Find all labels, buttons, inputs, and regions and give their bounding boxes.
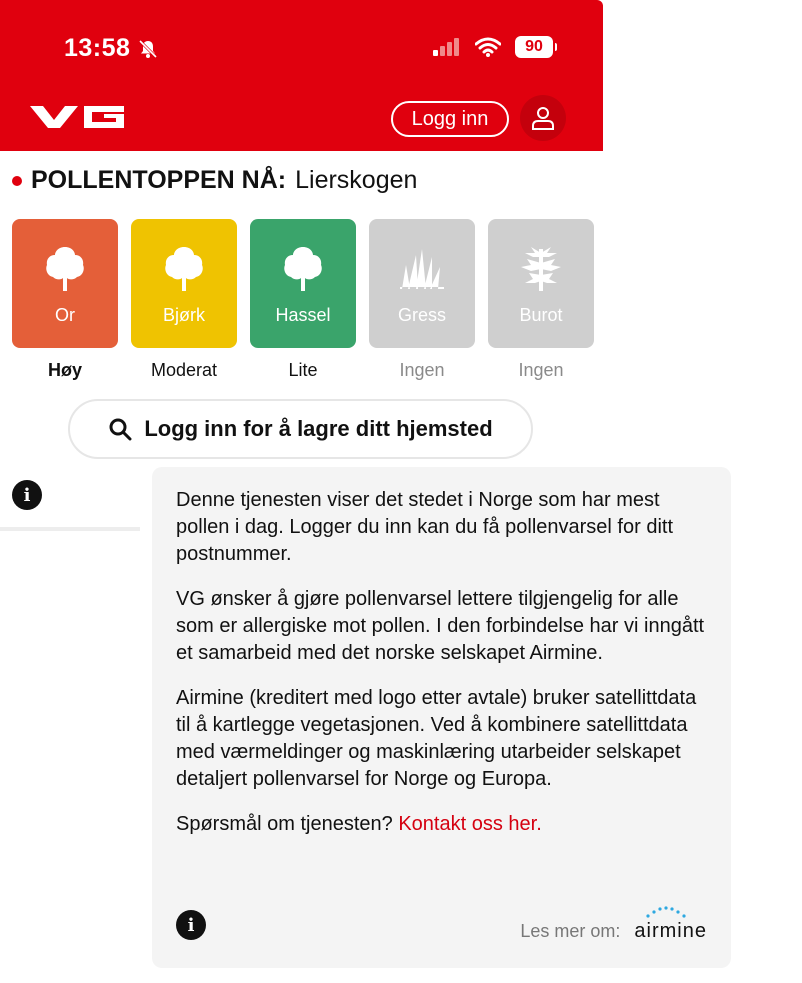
pollen-tile[interactable] bbox=[131, 219, 237, 348]
airmine-logo[interactable] bbox=[634, 918, 707, 945]
info-paragraph-1: Denne tjenesten viser det stedet i Norge som har mest pollen i dag. Logger du inn kan du få pollenvarsel for ditt postnummer. bbox=[176, 489, 674, 565]
info-paragraph-2: VG ønsker å gjøre pollenvarsel lettere tilgjengelig for alle som er allergiske mot pollen. I den forbindelse har vi inngått et samarbeid med det norske selskapet Airmine. bbox=[176, 588, 705, 664]
vg-logo[interactable] bbox=[30, 106, 124, 133]
pollen-level: Lite bbox=[288, 360, 318, 380]
pollen-card-burot[interactable] bbox=[488, 219, 594, 381]
pollen-level: Høy bbox=[47, 360, 82, 380]
pollen-card-or[interactable] bbox=[12, 219, 118, 381]
pollen-card-gress[interactable] bbox=[369, 219, 475, 381]
wifi-icon bbox=[475, 37, 501, 57]
user-profile-button[interactable] bbox=[520, 95, 566, 141]
login-button[interactable]: Logg inn bbox=[391, 101, 509, 137]
status-indicators bbox=[433, 36, 553, 58]
pollen-location: Lierskogen bbox=[295, 166, 418, 194]
mute-bell-icon bbox=[138, 39, 158, 59]
les-mer-label: Les mer om: bbox=[520, 921, 621, 941]
pollen-title: POLLENTOPPEN NÅ: bbox=[31, 166, 287, 194]
pollen-name: Burot bbox=[519, 305, 563, 325]
pollen-cards bbox=[12, 219, 594, 381]
pollen-heading bbox=[12, 166, 417, 195]
signal-icon bbox=[433, 38, 461, 56]
pollen-tile[interactable] bbox=[369, 219, 475, 348]
live-dot-icon bbox=[12, 176, 22, 186]
login-save-location-button[interactable] bbox=[68, 399, 533, 459]
pollen-card-hassel[interactable] bbox=[250, 219, 356, 381]
weed-icon bbox=[517, 243, 565, 295]
airmine-wordmark: airmine bbox=[634, 920, 707, 942]
pollen-level: Ingen bbox=[518, 360, 564, 380]
pollen-level: Ingen bbox=[399, 360, 445, 380]
pollen-name: Or bbox=[55, 305, 75, 325]
battery-icon: 90 bbox=[515, 36, 553, 58]
vg-logo-icon bbox=[30, 106, 124, 128]
top-header bbox=[0, 0, 603, 151]
pollen-tile[interactable] bbox=[12, 219, 118, 348]
info-paragraph-3: Airmine (kreditert med logo etter avtale) bruker satellittdata til å kartlegge vegetasjonen. Ved å kombinere satellittdata med værmeldinger og maskinlæring utarbeider selskapet detaljert pollenvarsel for Norge og Europa. bbox=[176, 687, 697, 790]
partner-credit bbox=[520, 918, 707, 945]
login-save-location-label: Logg inn for å lagre ditt hjemsted bbox=[144, 416, 493, 441]
time-label: 13:58 bbox=[64, 34, 131, 62]
search-icon bbox=[108, 417, 132, 441]
pollen-name: Hassel bbox=[275, 305, 331, 325]
tree-icon bbox=[162, 243, 206, 295]
pollen-name: Gress bbox=[397, 305, 446, 325]
tree-icon bbox=[281, 243, 325, 295]
info-icon[interactable]: i bbox=[12, 480, 42, 510]
user-icon bbox=[531, 106, 555, 130]
pollen-name: Bjørk bbox=[163, 305, 205, 325]
pollen-tile[interactable] bbox=[250, 219, 356, 348]
airmine-dots-icon bbox=[644, 906, 688, 918]
info-question bbox=[176, 811, 707, 838]
question-text: Spørsmål om tjenesten? bbox=[176, 813, 393, 835]
tree-icon bbox=[43, 243, 87, 295]
pollen-level: Moderat bbox=[150, 360, 218, 380]
pollen-card-bjork[interactable] bbox=[131, 219, 237, 381]
info-close-icon[interactable]: i bbox=[176, 910, 206, 940]
info-popover bbox=[152, 467, 731, 968]
contact-link[interactable]: Kontakt oss her. bbox=[398, 813, 542, 835]
divider bbox=[0, 527, 140, 531]
pollen-tile[interactable] bbox=[488, 219, 594, 348]
status-time bbox=[64, 34, 158, 63]
grass-icon bbox=[398, 243, 446, 295]
